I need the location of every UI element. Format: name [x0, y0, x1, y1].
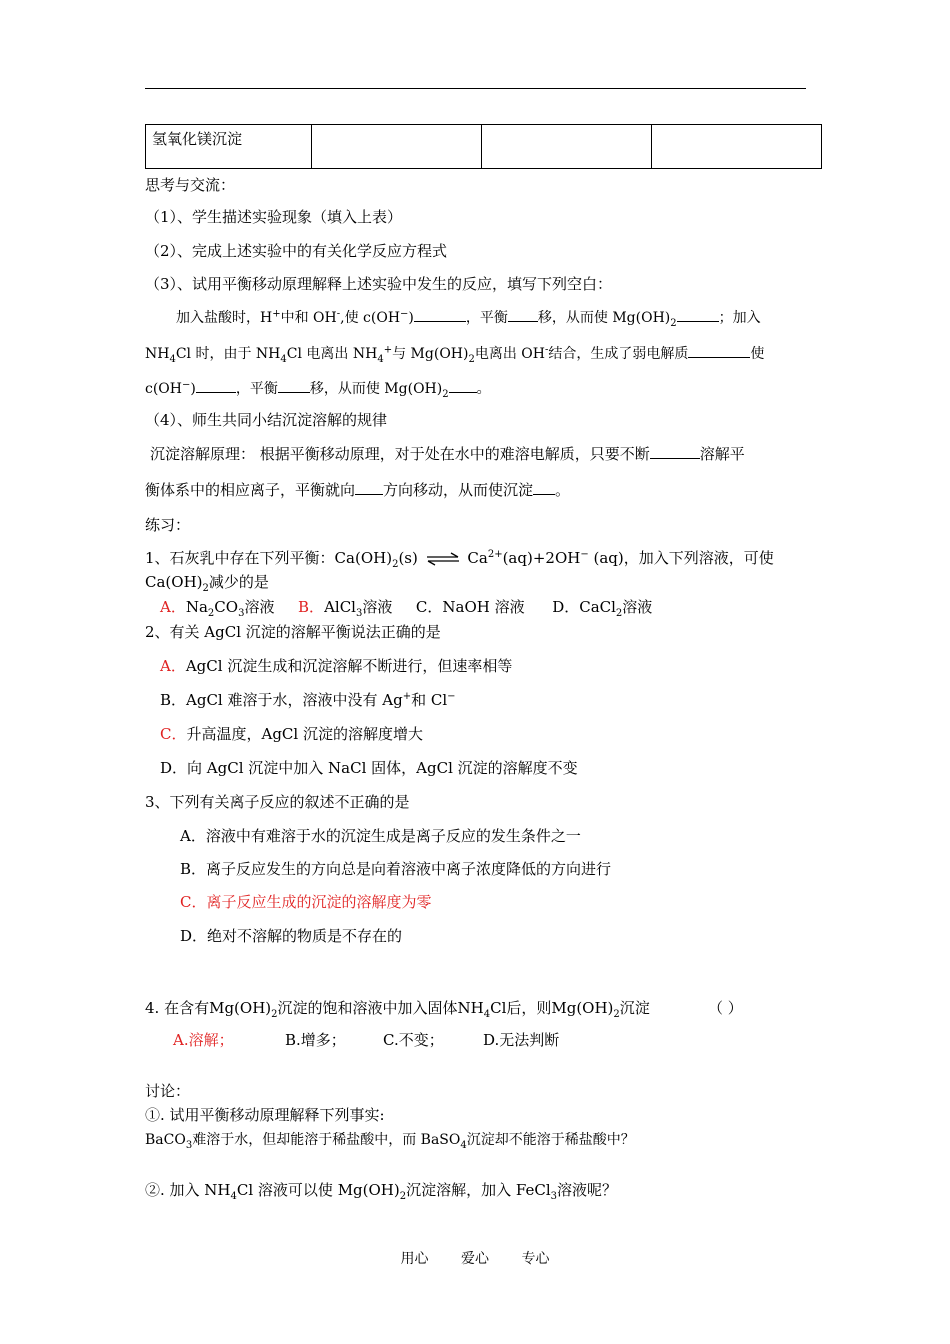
table-cell-blank	[482, 125, 652, 169]
answer-marker: A．	[160, 657, 186, 675]
exercise-2-option-b: B．AgCl 难溶于水，溶液中没有 Ag+和 Cl−	[160, 691, 456, 709]
exercise-2-stem: 2、有关 AgCl 沉淀的溶解平衡说法正确的是	[145, 623, 441, 641]
exercise-1-stem-line-2: $Ca(OH)_2$减少的是	[145, 573, 269, 594]
section-title-exercise: 练习：	[145, 516, 191, 534]
principle-line-2: 衡体系中的相应离子，平衡就向 方向移动，从而使沉淀 。	[145, 481, 571, 499]
fill-paragraph-line-1: 加入盐酸时，H+中和 OH-,使 c(OH−) ，平衡 移，从而使 $Mg(OH)_2$ ；加入	[176, 308, 761, 329]
section-title-discuss: 讨论：	[145, 1082, 191, 1100]
experiment-table	[145, 124, 822, 169]
exercise-3-stem: 3、下列有关离子反应的叙述不正确的是	[145, 793, 410, 811]
exercise-4-paren: （ ）	[708, 999, 743, 1017]
think-question-3: （3）、试用平衡移动原理解释上述实验中发生的反应，填写下列空白：	[145, 275, 613, 293]
footer-word: 爱心	[461, 1251, 489, 1267]
fill-paragraph-line-3: c(OH−) ，平衡 移，从而使 $Mg(OH)_2$ 。	[145, 379, 491, 400]
exercise-3-option-b: B．离子反应发生的方向总是向着溶液中离子浓度降低的方向进行	[180, 860, 612, 878]
section-title-think: 思考与交流：	[145, 176, 236, 194]
answer-blank[interactable]	[650, 444, 700, 459]
exercise-4-stem: 4. 在含有$Mg(OH)_2$沉淀的饱和溶液中加入固体$NH_4Cl$后，则$Mg(OH)_2$沉淀	[145, 999, 650, 1020]
table-cell-blank	[652, 125, 822, 169]
exercise-4-option-c: C.不变；	[383, 1031, 444, 1049]
discuss-item-1-text: BaCO$_3$难溶于水，但却能溶于稀盐酸中，而 BaSO$_4$沉淀却不能溶于稀盐酸中？	[145, 1132, 635, 1151]
exercise-4-option-d: D.无法判断	[483, 1031, 560, 1049]
table-row	[146, 125, 822, 169]
footer-word: 专心	[521, 1251, 550, 1267]
answer-marker: B．	[298, 598, 325, 616]
answer-blank[interactable]	[449, 378, 477, 393]
answer-blank[interactable]	[355, 480, 383, 495]
think-question-1: （1）、学生描述实验现象（填入上表）	[145, 208, 403, 226]
exercise-2-option-c: C．升高温度，AgCl 沉淀的溶解度增大	[160, 725, 423, 743]
answer-blank[interactable]	[533, 480, 555, 495]
answer-marker: C．	[160, 725, 187, 743]
exercise-1-options: A．$Na_2CO_3$溶液 B．AlCl$_3$溶液 C．NaOH 溶液 D．CaCl$_2$溶液	[160, 598, 653, 619]
table-cell-text: 氢氧化镁沉淀	[152, 130, 243, 148]
exercise-1-stem: 1、石灰乳中存在下列平衡：$Ca(OH)_2(s)$ $Ca^{2+}(aq)+2OH^-$ (aq)，加入下列溶液，可使	[145, 549, 774, 570]
discuss-item-2: ②. 加入 $NH_4Cl$ 溶液可以使 $Mg(OH)_2$沉淀溶解，加入 FeCl$_3$溶液呢？	[145, 1181, 618, 1202]
table-cell-blank	[312, 125, 482, 169]
exercise-4-option-b: B.增多；	[285, 1031, 346, 1049]
answer-blank[interactable]	[278, 378, 310, 393]
answer-blank[interactable]	[196, 378, 236, 393]
exercise-3-option-c: C．离子反应生成的沉淀的溶解度为零	[180, 893, 432, 911]
discuss-item-1: ①. 试用平衡移动原理解释下列事实:	[145, 1106, 385, 1124]
exercise-2-option-a: A．AgCl 沉淀生成和沉淀溶解不断进行，但速率相等	[160, 657, 513, 675]
exercise-3-option-a: A．溶液中有难溶于水的沉淀生成是离子反应的发生条件之一	[180, 827, 581, 845]
answer-marker: A．	[160, 598, 186, 616]
answer-blank[interactable]	[414, 307, 466, 322]
equilibrium-arrow-icon	[426, 552, 460, 566]
answer-blank[interactable]	[688, 343, 750, 358]
answer-blank[interactable]	[508, 307, 538, 322]
exercise-4-option-a: A.溶解；	[173, 1031, 234, 1049]
think-question-2: （2）、完成上述实验中的有关化学反应方程式	[145, 242, 448, 260]
header-rule	[145, 88, 806, 89]
footer-word: 用心	[400, 1251, 429, 1267]
table-cell-label	[146, 125, 312, 169]
exercise-2-option-d: D．向 AgCl 沉淀中加入 NaCl 固体，AgCl 沉淀的溶解度不变	[160, 759, 578, 777]
think-question-4: （4）、师生共同小结沉淀溶解的规律	[145, 411, 388, 429]
exercise-3-option-d: D．绝对不溶解的物质是不存在的	[180, 927, 403, 945]
fill-paragraph-line-2: $NH_4Cl$ 时，由于 $NH_4Cl$ 电离出 $NH_4^+$与 $Mg(OH)_2$电离出 OH-结合，生成了弱电解质 使	[145, 344, 765, 365]
principle-line-1: 沉淀溶解原理： 根据平衡移动原理，对于处在水中的难溶电解质，只要不断 溶解平	[150, 445, 745, 463]
answer-blank[interactable]	[677, 307, 719, 322]
page-footer	[0, 1248, 950, 1268]
